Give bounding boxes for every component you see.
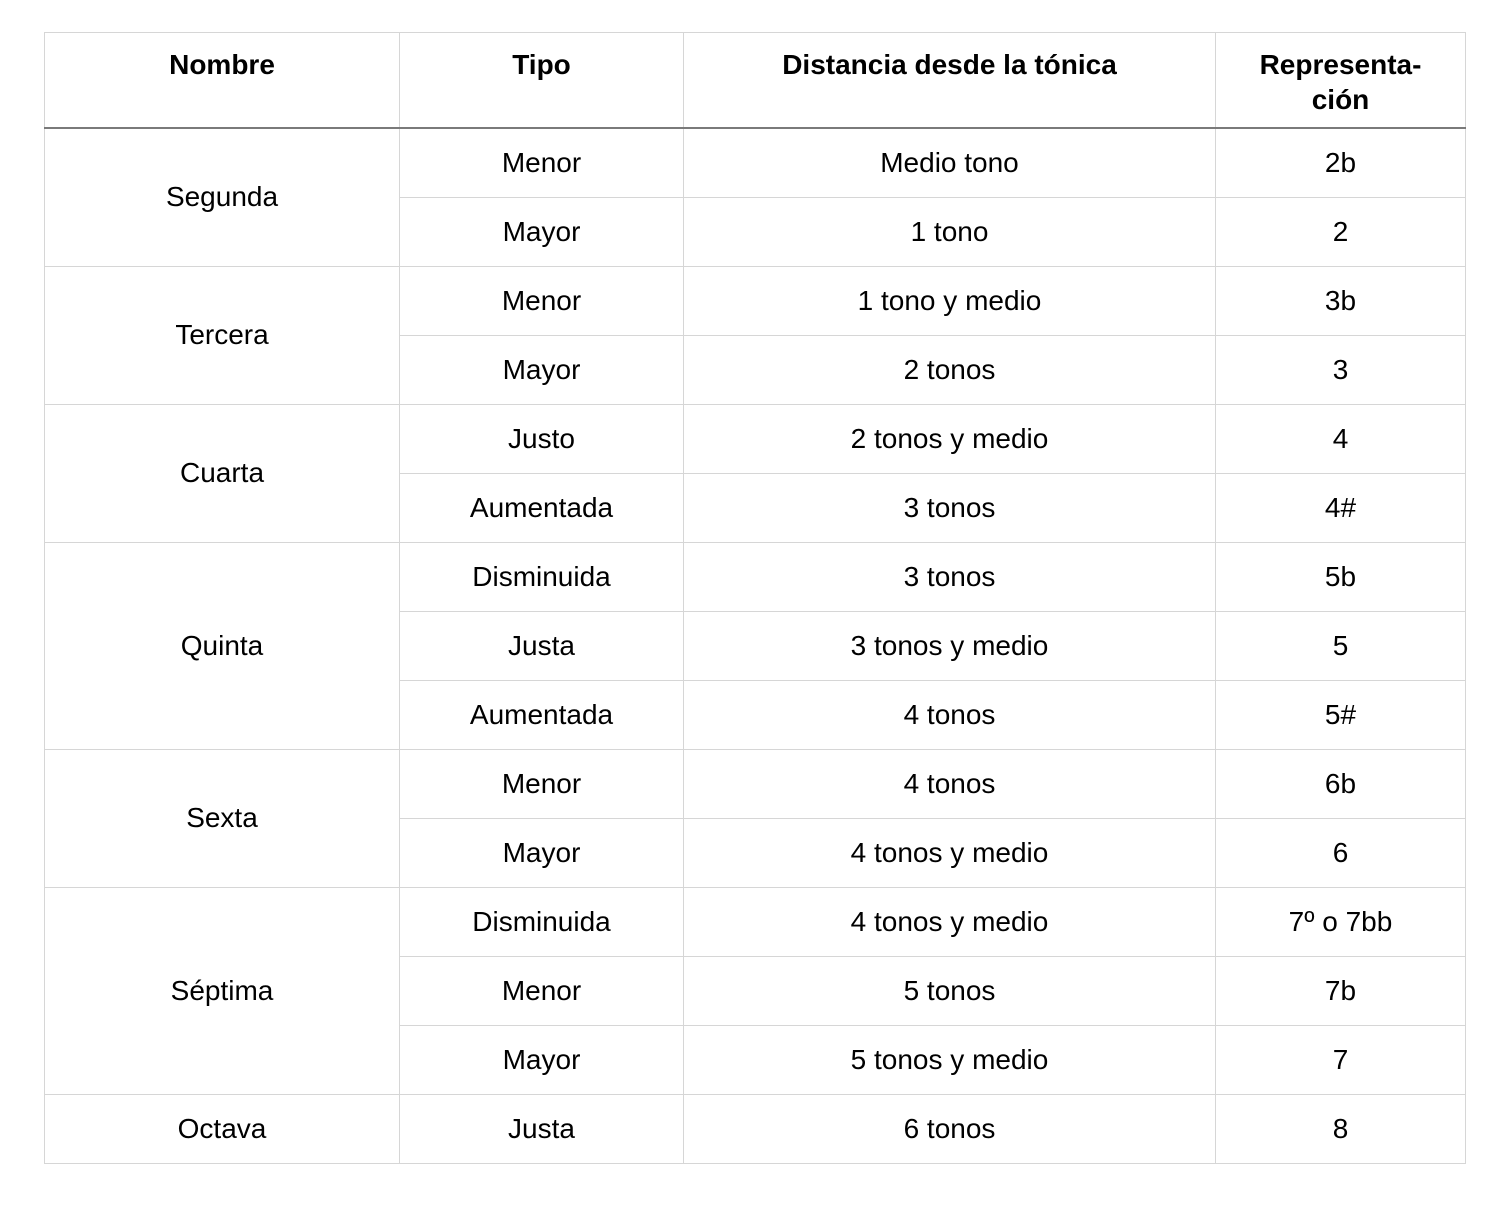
cell-tipo: Disminuida [400,887,684,956]
cell-distancia: 1 tono [684,197,1216,266]
header-nombre: Nombre [45,33,400,128]
cell-tipo: Mayor [400,197,684,266]
cell-representacion: 6 [1216,818,1466,887]
cell-nombre: Segunda [45,128,400,267]
cell-representacion: 4 [1216,404,1466,473]
cell-distancia: 3 tonos [684,542,1216,611]
cell-distancia: Medio tono [684,128,1216,198]
table-row [45,404,1466,473]
cell-distancia: 4 tonos y medio [684,818,1216,887]
cell-tipo: Menor [400,956,684,1025]
cell-representacion: 3 [1216,335,1466,404]
cell-representacion: 2b [1216,128,1466,198]
cell-nombre: Cuarta [45,404,400,542]
cell-representacion: 7º o 7bb [1216,887,1466,956]
cell-distancia: 3 tonos y medio [684,611,1216,680]
cell-tipo: Justa [400,611,684,680]
intervals-table [44,32,1466,1164]
cell-tipo: Justa [400,1094,684,1163]
table-row [45,128,1466,198]
header-distancia: Distancia desde la tónica [684,33,1216,128]
cell-distancia: 2 tonos [684,335,1216,404]
cell-distancia: 4 tonos [684,749,1216,818]
cell-tipo: Mayor [400,818,684,887]
cell-distancia: 2 tonos y medio [684,404,1216,473]
cell-distancia: 3 tonos [684,473,1216,542]
table-row [45,266,1466,335]
cell-representacion: 7 [1216,1025,1466,1094]
cell-tipo: Disminuida [400,542,684,611]
table-header [45,33,1466,128]
cell-tipo: Aumentada [400,473,684,542]
cell-tipo: Menor [400,266,684,335]
table-row [45,542,1466,611]
cell-representacion: 5 [1216,611,1466,680]
header-tipo: Tipo [400,33,684,128]
cell-tipo: Justo [400,404,684,473]
cell-tipo: Menor [400,128,684,198]
cell-nombre: Octava [45,1094,400,1163]
cell-distancia: 6 tonos [684,1094,1216,1163]
cell-tipo: Menor [400,749,684,818]
table-row [45,1094,1466,1163]
header-row [45,33,1466,128]
cell-representacion: 3b [1216,266,1466,335]
cell-representacion: 4# [1216,473,1466,542]
cell-nombre: Séptima [45,887,400,1094]
cell-nombre: Sexta [45,749,400,887]
cell-representacion: 5b [1216,542,1466,611]
cell-distancia: 5 tonos [684,956,1216,1025]
cell-tipo: Mayor [400,335,684,404]
table-row [45,749,1466,818]
intervals-table-container [44,32,1465,1164]
cell-representacion: 5# [1216,680,1466,749]
cell-representacion: 7b [1216,956,1466,1025]
table-row [45,887,1466,956]
cell-nombre: Quinta [45,542,400,749]
cell-distancia: 4 tonos [684,680,1216,749]
cell-tipo: Aumentada [400,680,684,749]
cell-tipo: Mayor [400,1025,684,1094]
table-body [45,128,1466,1164]
cell-distancia: 4 tonos y medio [684,887,1216,956]
cell-distancia: 5 tonos y medio [684,1025,1216,1094]
cell-representacion: 6b [1216,749,1466,818]
cell-distancia: 1 tono y medio [684,266,1216,335]
cell-representacion: 2 [1216,197,1466,266]
cell-nombre: Tercera [45,266,400,404]
cell-representacion: 8 [1216,1094,1466,1163]
header-representacion: Representa- ción [1216,33,1466,128]
